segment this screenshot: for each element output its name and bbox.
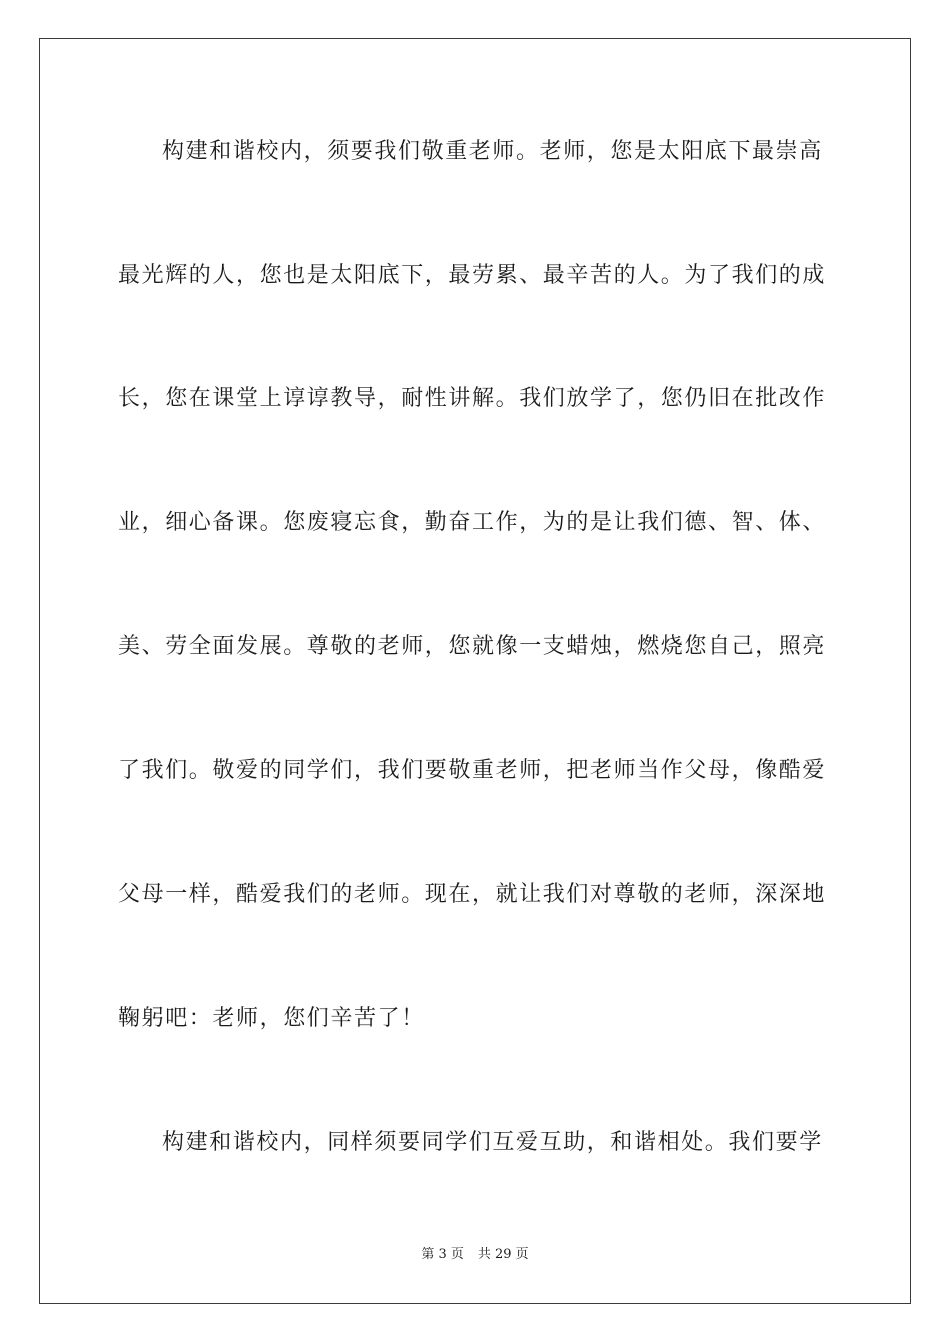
paragraph-line-8: 鞠躬吧：老师，您们辛苦了！ <box>118 1006 425 1031</box>
page-border <box>39 38 911 1304</box>
paragraph-line-5: 美、劳全面发展。尊敬的老师，您就像一支蜡烛，燃烧您自己，照亮 <box>118 634 827 659</box>
page-total: 共 29 页 <box>477 1247 529 1262</box>
paragraph-line-2: 最光辉的人，您也是太阳底下，最劳累、最辛苦的人。为了我们的成 <box>118 263 827 288</box>
page-number: 第 3 页 <box>421 1247 464 1262</box>
paragraph-line-1: 构建和谐校内，须要我们敬重老师。老师，您是太阳底下最崇高 <box>162 139 823 164</box>
paragraph-line-4: 业，细心备课。您废寝忘食，勤奋工作，为的是让我们德、智、体、 <box>118 510 827 535</box>
page-footer <box>0 1246 950 1264</box>
paragraph-line-6: 了我们。敬爱的同学们，我们要敬重老师，把老师当作父母，像酷爱 <box>118 758 827 783</box>
paragraph-line-9: 构建和谐校内，同样须要同学们互爱互助，和谐相处。我们要学 <box>162 1130 823 1155</box>
paragraph-line-7: 父母一样，酷爱我们的老师。现在，就让我们对尊敬的老师，深深地 <box>118 882 827 907</box>
paragraph-line-3: 长，您在课堂上谆谆教导，耐性讲解。我们放学了，您仍旧在批改作 <box>118 386 827 411</box>
